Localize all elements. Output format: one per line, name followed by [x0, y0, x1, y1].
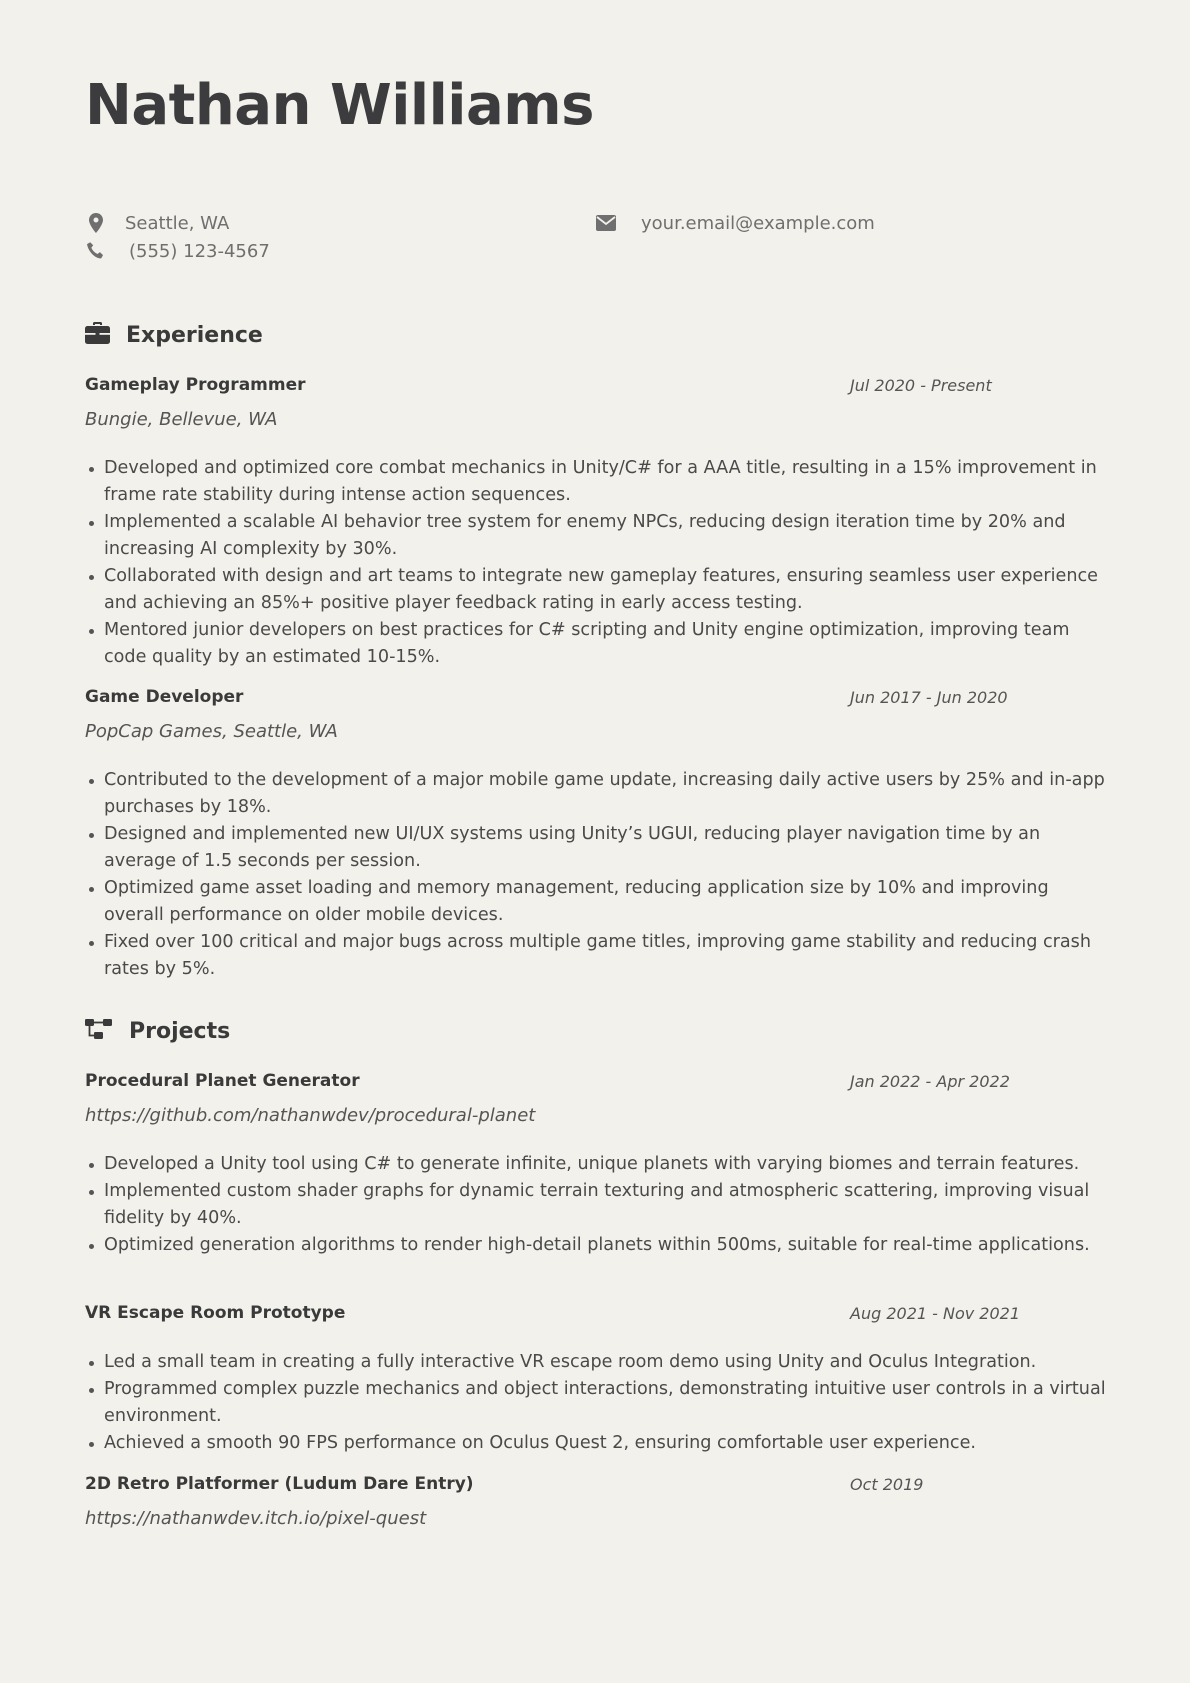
project-link[interactable]: https://github.com/nathanwdev/procedural-planet [85, 1105, 536, 1126]
section-title-projects: Projects [129, 1018, 231, 1044]
project-link[interactable]: https://nathanwdev.itch.io/pixel-quest [85, 1508, 427, 1529]
job-title: Gameplay Programmer [85, 375, 306, 395]
list-item: Optimized game asset loading and memory management, reducing application size by 10% and improving overall performance on older mobile devices. [85, 875, 1107, 929]
list-item: Designed and implemented new UI/UX systems using Unity’s UGUI, reducing player navigation time by an average of 1.5 seconds per session. [85, 821, 1107, 875]
job-bullets [85, 767, 1107, 983]
job-company: PopCap Games, Seattle, WA [85, 721, 338, 742]
envelope-icon [595, 212, 617, 234]
project-title: Procedural Planet Generator [85, 1071, 360, 1091]
candidate-name: Nathan Williams [85, 73, 594, 138]
list-item: Implemented a scalable AI behavior tree system for enemy NPCs, reducing design iteration time by 20% and increasing AI complexity by 30%. [85, 509, 1107, 563]
list-item: Led a small team in creating a fully interactive VR escape room demo using Unity and Oculus Integration. [85, 1349, 1107, 1376]
project-dates: Oct 2019 [850, 1475, 924, 1494]
project-bullets [85, 1349, 1107, 1457]
job-company: Bungie, Bellevue, WA [85, 409, 278, 430]
list-item: Fixed over 100 critical and major bugs across multiple game titles, improving game stability and reducing crash rates by 5%. [85, 929, 1107, 983]
list-item: Collaborated with design and art teams to integrate new gameplay features, ensuring seamless user experience and achieving an 85%+ positive player feedback rating in early access testing. [85, 563, 1107, 617]
list-item: Developed a Unity tool using C# to generate infinite, unique planets with varying biomes and terrain features. [85, 1151, 1107, 1178]
contact-email[interactable] [595, 212, 875, 234]
experience-section-header [85, 322, 263, 348]
project-title: 2D Retro Platformer (Ludum Dare Entry) [85, 1474, 474, 1494]
map-pin-icon [85, 212, 107, 234]
section-title-experience: Experience [126, 322, 263, 348]
project-title: VR Escape Room Prototype [85, 1303, 346, 1323]
phone-icon [85, 240, 107, 262]
project-bullets [85, 1151, 1107, 1259]
list-item: Optimized generation algorithms to render high-detail planets within 500ms, suitable for real-time applications. [85, 1232, 1107, 1259]
list-item: Contributed to the development of a major mobile game update, increasing daily active users by 25% and in-app purchases by 18%. [85, 767, 1107, 821]
phone-text: (555) 123-4567 [129, 240, 270, 262]
job-title: Game Developer [85, 687, 244, 707]
project-dates: Jan 2022 - Apr 2022 [850, 1072, 1010, 1091]
list-item: Programmed complex puzzle mechanics and object interactions, demonstrating intuitive user controls in a virtual environment. [85, 1376, 1107, 1430]
location-text: Seattle, WA [125, 212, 230, 234]
email-text[interactable]: your.email@example.com [641, 212, 875, 234]
project-diagram-icon [85, 1018, 113, 1044]
list-item: Developed and optimized core combat mechanics in Unity/C# for a AAA title, resulting in a 15% improvement in frame rate stability during intense action sequences. [85, 455, 1107, 509]
contact-phone [85, 240, 270, 262]
job-bullets [85, 455, 1107, 671]
job-dates: Jun 2017 - Jun 2020 [850, 688, 1008, 707]
projects-section-header [85, 1018, 230, 1044]
list-item: Achieved a smooth 90 FPS performance on Oculus Quest 2, ensuring comfortable user experience. [85, 1430, 1107, 1457]
contact-location [85, 212, 229, 234]
briefcase-icon [85, 322, 110, 348]
job-dates: Jul 2020 - Present [850, 376, 992, 395]
list-item: Implemented custom shader graphs for dynamic terrain texturing and atmospheric scattering, improving visual fidelity by 40%. [85, 1178, 1107, 1232]
project-dates: Aug 2021 - Nov 2021 [850, 1304, 1021, 1323]
list-item: Mentored junior developers on best practices for C# scripting and Unity engine optimization, improving team code quality by an estimated 10-15%. [85, 617, 1107, 671]
